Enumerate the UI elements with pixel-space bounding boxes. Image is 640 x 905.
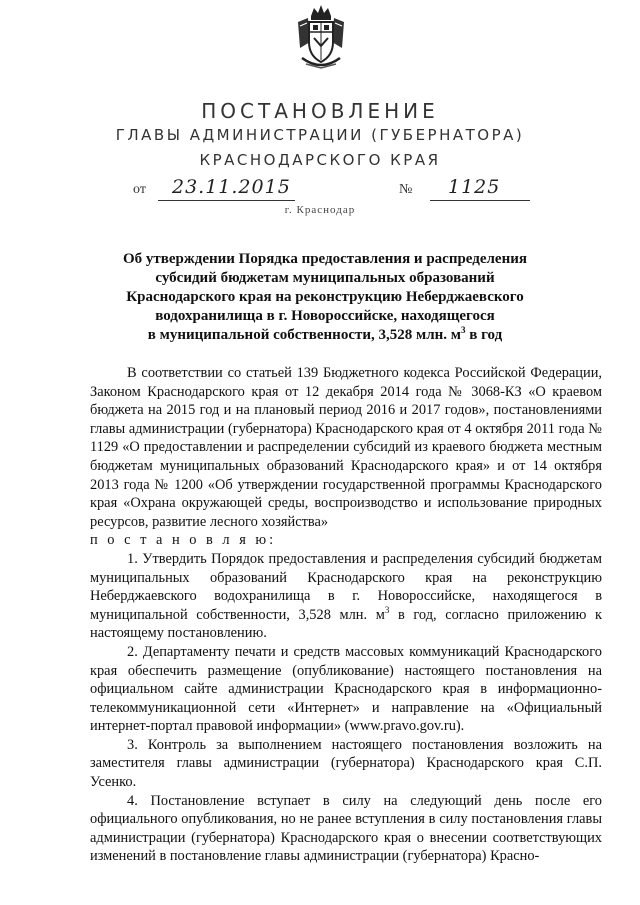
number-underline bbox=[430, 200, 530, 201]
title-superscript: 3 bbox=[460, 325, 466, 335]
clause-3: 3. Контроль за выполнением настоящего постановления возложить на заместителя главы администрации (губернатора) Краснодарского края С.П. Усенко. bbox=[90, 736, 602, 791]
clause-2: 2. Департаменту печати и средств массовых коммуникаций Краснодарского края обеспечить размещение (опубликование) настоящего постановления на официальном сайте администрации Краснодарского края в информационно-телекоммуникационной сети «Интернет» и направление на «Официальный интернет-портал правовой информации» (www.pravo.gov.ru). bbox=[90, 643, 602, 735]
issuer-line-1: ГЛАВЫ АДМИНИСТРАЦИИ (ГУБЕРНАТОРА) bbox=[115, 126, 525, 144]
document-type-heading: ПОСТАНОВЛЕНИЕ bbox=[201, 99, 439, 123]
clause-4: 4. Постановление вступает в силу на следующий день после его официального опубликования, но не ранее вступления в силу постановления главы администрации (губернатора) Краснодарского края о внесении соответствующих изменений в постановление главы администрации (губернатора) Красно- bbox=[90, 792, 602, 865]
title-line-tail: в год bbox=[465, 327, 503, 343]
clause-1-tail: в год, согласно приложению к настоящему постановлению. bbox=[90, 606, 602, 642]
clause-1-superscript: 3 bbox=[384, 604, 390, 615]
handwritten-number: 1125 bbox=[448, 176, 501, 198]
title-line: водохранилища в г. Новороссийске, находящегося bbox=[155, 308, 495, 324]
place-of-issue: г. Краснодар bbox=[284, 204, 356, 216]
title-line-text: в муниципальной собственности, 3,528 млн. м bbox=[147, 327, 461, 343]
issuer-line-2: КРАСНОДАРСКОГО КРАЯ bbox=[199, 151, 441, 169]
clause-1-text: 1. Утвердить Порядок предоставления и распределения субсидий бюджетам муниципальных образований Краснодарского края на реконструкцию Неберджаевского водохранилища в г. Новороссийске, находящегося в муниципальной собственности, 3,528 млн. м bbox=[90, 550, 602, 623]
title-line: Об утверждении Порядка предоставления и распределения bbox=[123, 251, 527, 267]
document-body bbox=[90, 364, 602, 866]
resolution-command: п о с т а н о в л я ю: bbox=[90, 532, 277, 549]
date-underline bbox=[158, 200, 295, 201]
krasnodar-coat-of-arms-icon bbox=[294, 2, 348, 72]
document-title bbox=[75, 250, 575, 345]
date-label: от bbox=[133, 182, 146, 197]
date-number-row bbox=[0, 176, 640, 206]
title-line: субсидий бюджетам муниципальных образований bbox=[155, 270, 495, 286]
preamble-paragraph: В соответствии со статьей 139 Бюджетного кодекса Российской Федерации, Законом Краснодарского края от 12 декабря 2014 года № 3068-КЗ «О краевом бюджета на 2015 год и на плановый период 2016 и 2017 годов», постановлениями главы администрации (губернатора) Краснодарского края от 4 октября 2011 года № 1129 «О предоставлении и распределении субсидий из краевого бюджета местным бюджетам муниципальных образований Краснодарского края» и от 14 октября 2013 года № 1200 «Об утверждении государственной программы Краснодарского края «Охрана окружающей среды, воспроизводство и использование природных ресурсов, развитие лесного хозяйства» bbox=[90, 365, 602, 530]
number-label: № bbox=[399, 182, 413, 197]
title-line bbox=[75, 326, 575, 345]
clause-1 bbox=[90, 550, 602, 643]
handwritten-date: 23.11.2015 bbox=[172, 176, 291, 198]
title-line: Краснодарского края на реконструкцию Неберджаевского bbox=[126, 289, 524, 305]
